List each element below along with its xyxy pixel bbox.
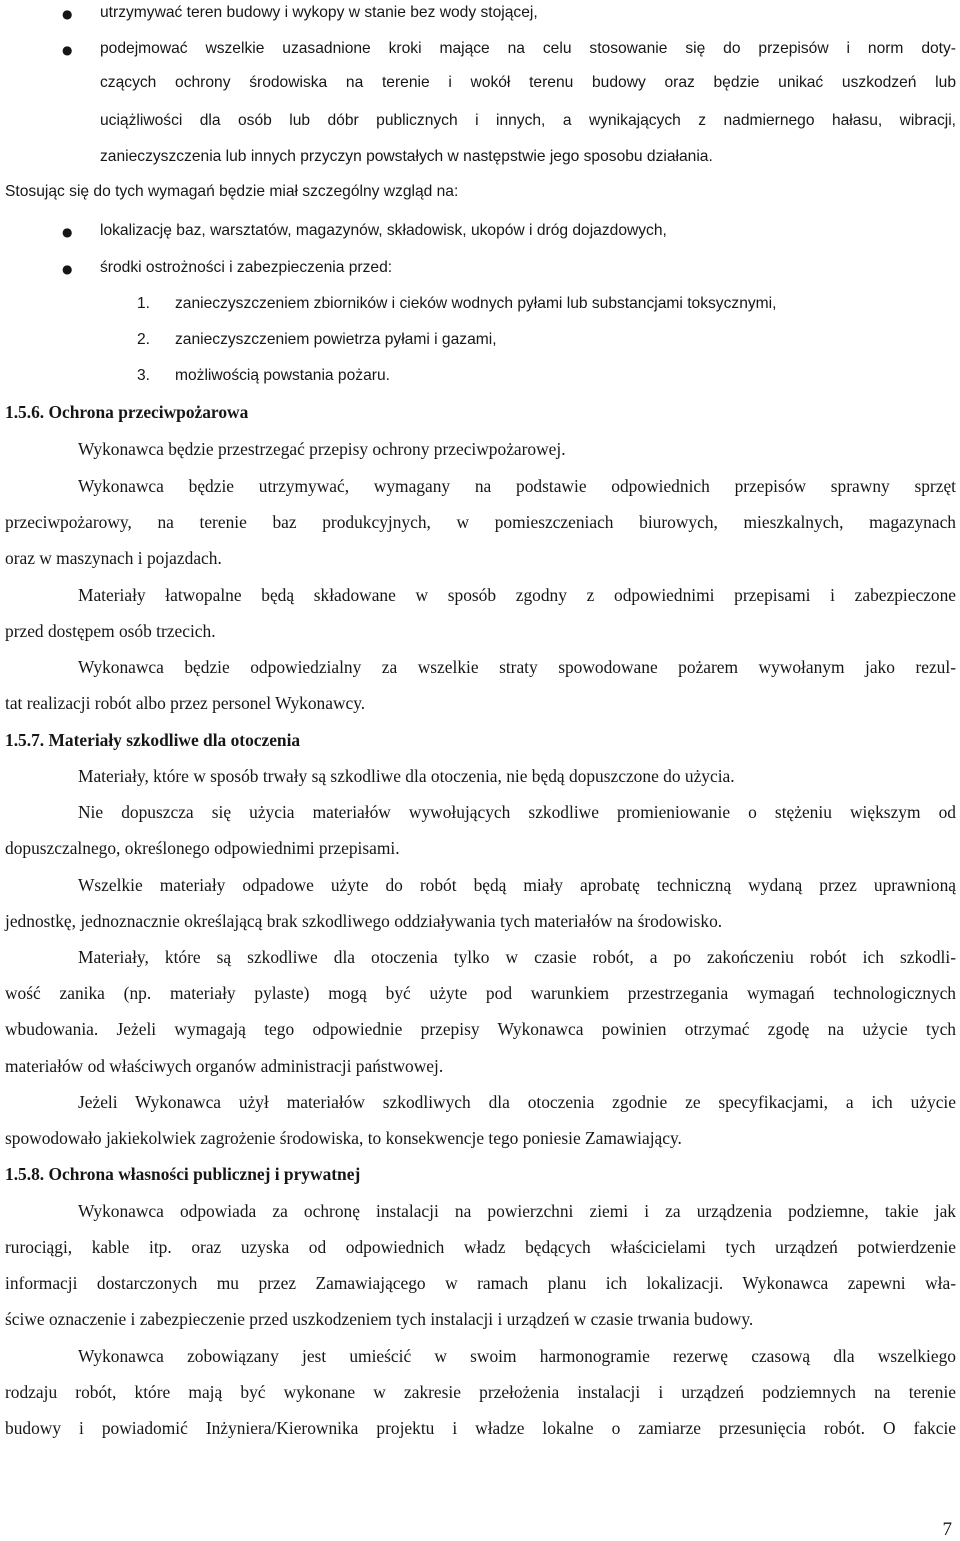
paragraph-line: informacji dostarczonych mu przez Zamawiającego w ramach planu ich lokalizacji. Wykonawca zapewni wła-: [5, 1273, 956, 1293]
paragraph-line: Wykonawca będzie utrzymywać, wymagany na podstawie odpowiednich przepisów sprawny sprzęt: [78, 476, 956, 496]
paragraph-line: oraz w maszynach i pojazdach.: [5, 548, 222, 568]
numbered-item: zanieczyszczeniem powietrza pyłami i gazami,: [175, 331, 497, 348]
bullet-icon: ●: [62, 262, 73, 276]
bullet-item-2-line-2: czących ochrony środowiska na terenie i wokół terenu budowy oraz będzie unikać uszkodzeń lub: [100, 74, 956, 91]
paragraph-line: Materiały, które są szkodliwe dla otoczenia tylko w czasie robót, a po zakończeniu robót ich szkodli-: [78, 947, 956, 967]
numbered-index: 1.: [137, 295, 151, 312]
bullet-item-2-line-3: uciążliwości dla osób lub dóbr publicznych i innych, a wynikających z nadmiernego hałasu, wibracji,: [100, 112, 956, 129]
section-heading: 1.5.6. Ochrona przeciwpożarowa: [5, 402, 249, 422]
paragraph-line: Materiały łatwopalne będą składowane w sposób zgodny z odpowiednimi przepisami i zabezpieczone: [78, 585, 956, 605]
bullet-item-2-line-4: zanieczyszczenia lub innych przyczyn powstałych w następstwie jego sposobu działania.: [100, 148, 713, 165]
paragraph-line: jednostkę, jednoznacznie określającą brak szkodliwego oddziaływania tych materiałów na środowisko.: [5, 911, 723, 931]
paragraph-line: Materiały, które w sposób trwały są szkodliwe dla otoczenia, nie będą dopuszczone do użycia.: [78, 766, 735, 786]
section-heading: 1.5.8. Ochrona własności publicznej i prywatnej: [5, 1164, 361, 1184]
paragraph-line: przeciwpożarowy, na terenie baz produkcyjnych, w pomieszczeniach biurowych, mieszkalnych, magazynach: [5, 512, 956, 532]
paragraph-line: Wszelkie materiały odpadowe użyte do robót będą miały aprobatę techniczną wydaną przez uprawnioną: [78, 875, 956, 895]
paragraph-line: Wykonawca odpowiada za ochronę instalacji na powierzchni ziemi i za urządzenia podziemne, takie jak: [78, 1201, 956, 1221]
paragraph-line: Wykonawca zobowiązany jest umieścić w swoim harmonogramie rezerwę czasową dla wszelkiego: [78, 1346, 956, 1366]
paragraph-line: tat realizacji robót albo przez personel Wykonawcy.: [5, 693, 366, 713]
numbered-item: zanieczyszczeniem zbiorników i cieków wodnych pyłami lub substancjami toksycznymi,: [175, 295, 777, 312]
paragraph-line: Wykonawca będzie odpowiedzialny za wszelkie straty spowodowane pożarem wywołanym jako rezul-: [78, 657, 956, 677]
bullet-icon: ●: [62, 7, 73, 21]
paragraph-line: Nie dopuszcza się użycia materiałów wywołujących szkodliwe promieniowanie o stężeniu większym od: [78, 802, 956, 822]
paragraph-line: materiałów od właściwych organów administracji państwowej.: [5, 1056, 444, 1076]
numbered-item: możliwością powstania pożaru.: [175, 367, 390, 384]
paragraph-line: budowy i powiadomić Inżyniera/Kierownika projektu i władze lokalne o zamiarze przesunięcia robót. O fakcie: [5, 1418, 956, 1438]
intro-text: Stosując się do tych wymagań będzie miał szczególny wzgląd na:: [5, 183, 459, 200]
paragraph-line: Jeżeli Wykonawca użył materiałów szkodliwych dla otoczenia zgodnie ze specyfikacjami, a ich użycie: [78, 1092, 956, 1112]
paragraph-line: rodzaju robót, które mają być wykonane w zakresie przełożenia instalacji i urządzeń podziemnych na terenie: [5, 1382, 956, 1402]
bullet2-item-2: środki ostrożności i zabezpieczenia przed:: [100, 259, 393, 276]
paragraph-line: dopuszczalnego, określonego odpowiednimi przepisami.: [5, 838, 400, 858]
bullet-item-2-line-1: podejmować wszelkie uzasadnione kroki mające na celu stosowanie się do przepisów i norm doty-: [100, 40, 956, 57]
numbered-index: 2.: [137, 331, 151, 348]
paragraph-line: Wykonawca będzie przestrzegać przepisy ochrony przeciwpożarowej.: [78, 439, 566, 459]
paragraph-line: wbudowania. Jeżeli wymagają tego odpowiednie przepisy Wykonawca powinien otrzymać zgodę na użycie tych: [5, 1019, 956, 1039]
paragraph-line: rurociągi, kable itp. oraz uzyska od odpowiednich władz będących właścicielami tych urządzeń potwierdzenie: [5, 1237, 956, 1257]
section-heading: 1.5.7. Materiały szkodliwe dla otoczenia: [5, 730, 301, 750]
paragraph-line: wość zanika (np. materiały pylaste) mogą być użyte pod warunkiem przestrzegania wymagań technologicznych: [5, 983, 956, 1003]
bullet-icon: ●: [62, 43, 73, 57]
paragraph-line: ściwe oznaczenie i zabezpieczenie przed uszkodzeniem tych instalacji i urządzeń w czasie trwania budowy.: [5, 1309, 754, 1329]
page-number: 7: [942, 1519, 952, 1540]
paragraph-line: przed dostępem osób trzecich.: [5, 621, 216, 641]
paragraph-line: spowodowało jakiekolwiek zagrożenie środowiska, to konsekwencje tego poniesie Zamawiający.: [5, 1128, 682, 1148]
bullet-item-1: utrzymywać teren budowy i wykopy w stanie bez wody stojącej,: [100, 4, 538, 21]
bullet-icon: ●: [62, 225, 73, 239]
bullet2-item-1: lokalizację baz, warsztatów, magazynów, składowisk, ukopów i dróg dojazdowych,: [100, 222, 667, 239]
numbered-index: 3.: [137, 367, 151, 384]
